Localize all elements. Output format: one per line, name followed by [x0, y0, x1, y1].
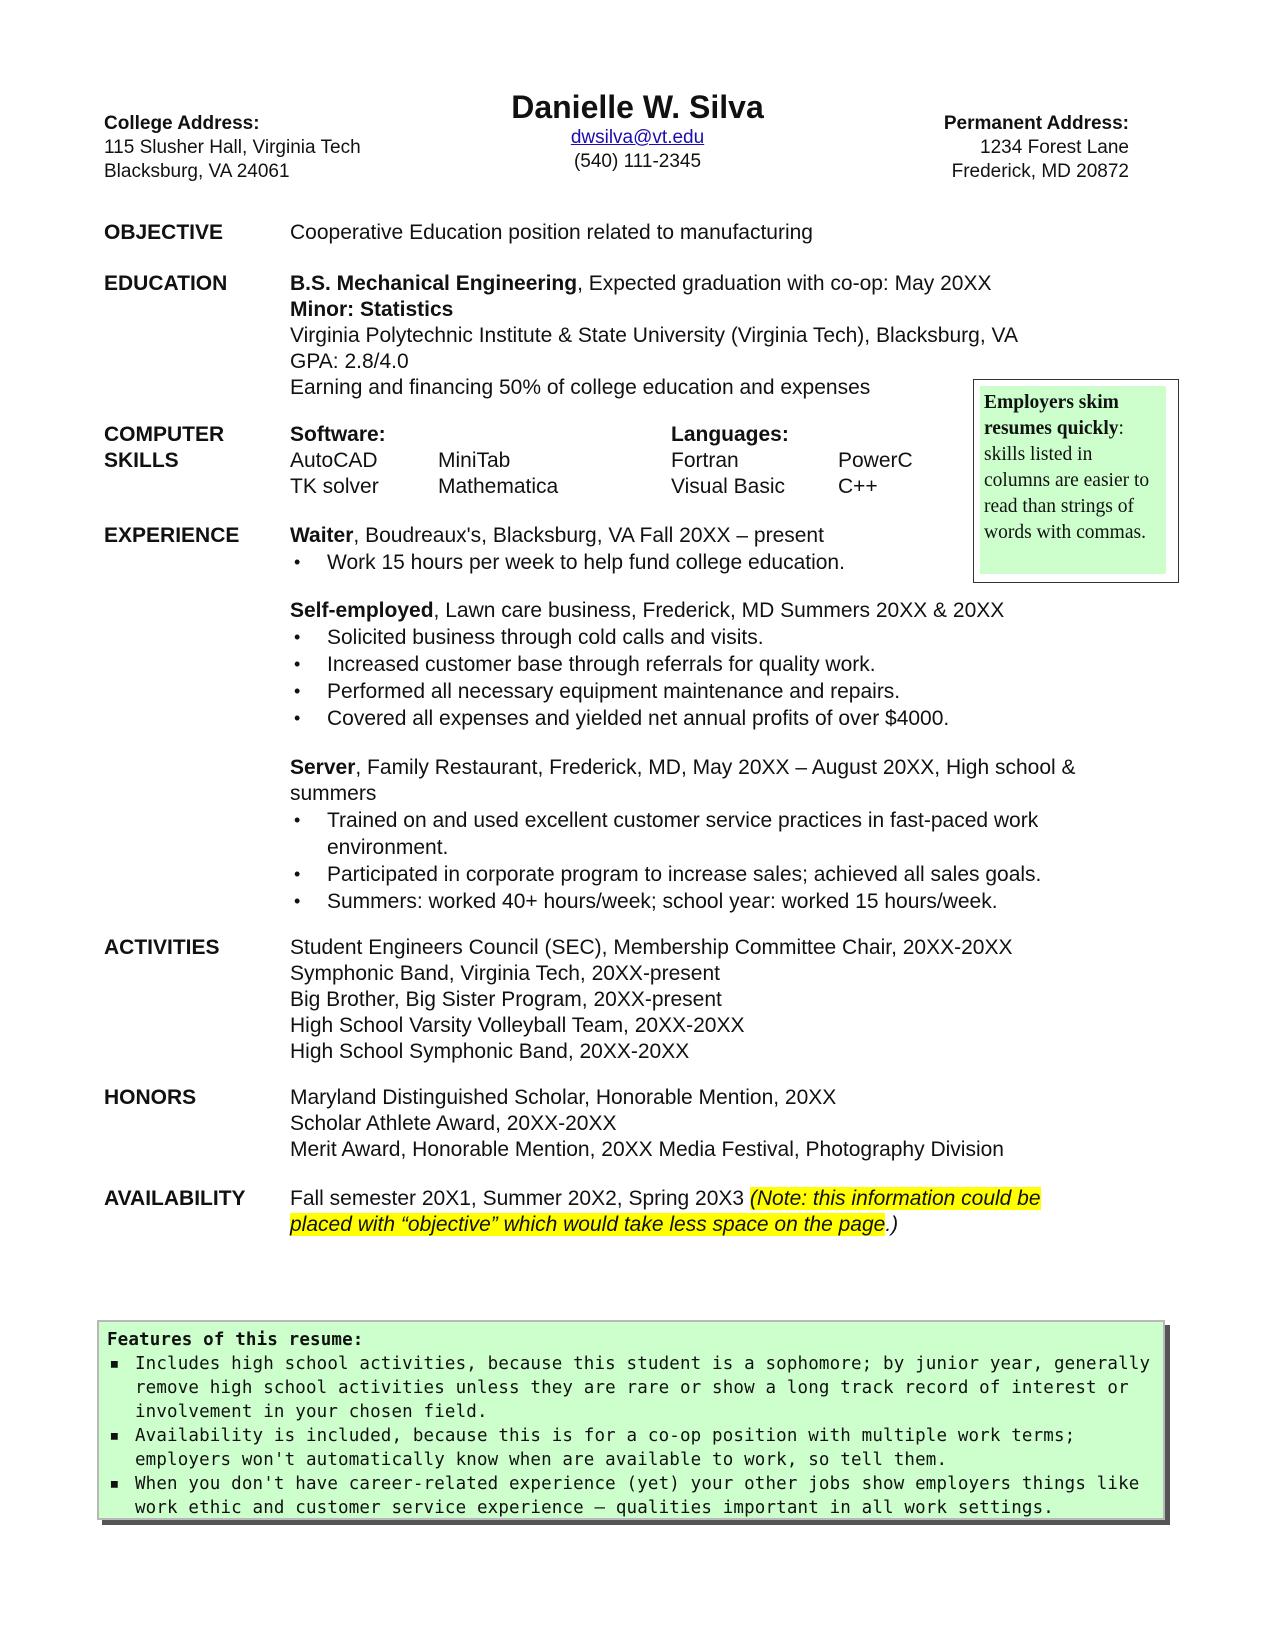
feature-item: ▪ When you don't have career-related experience (yet) your other jobs show employers things like work ethic and customer service experience – qualities important in all work settings.: [107, 1472, 1155, 1520]
job-entry: [290, 755, 1110, 915]
job-bullet: • Work 15 hours per week to help fund college education.: [290, 549, 1120, 576]
job-detail: , Boudreaux's, Blacksburg, VA Fall 20XX – present: [353, 524, 824, 547]
minor: Minor: Statistics: [290, 298, 454, 321]
honor-item: Merit Award, Honorable Mention, 20XX Media Festival, Photography Division: [290, 1138, 1004, 1161]
activities-list: [290, 935, 1120, 1065]
skill-item: AutoCAD: [290, 449, 378, 472]
skill-item: TK solver: [290, 475, 379, 498]
skill-item: Fortran: [671, 449, 739, 472]
skill-item: C++: [838, 475, 878, 498]
job-entry: [290, 523, 1120, 576]
applicant-name: Danielle W. Silva: [511, 89, 764, 125]
job-detail: , Lawn care business, Frederick, MD Summers 20XX & 20XX: [433, 599, 1005, 622]
honor-item: Scholar Athlete Award, 20XX-20XX: [290, 1112, 617, 1135]
job-bullet: • Trained on and used excellent customer service practices in fast-paced work environment.: [290, 807, 1110, 861]
honors-label: HONORS: [104, 1086, 197, 1109]
tip-bold: Employers skim resumes quickly: [984, 392, 1119, 439]
permanent-address-line1: 1234 Forest Lane: [980, 137, 1129, 158]
skills-label-line1: COMPUTER: [104, 423, 225, 446]
activity-item: Symphonic Band, Virginia Tech, 20XX-present: [290, 962, 720, 985]
school: Virginia Polytechnic Institute & State University (Virginia Tech), Blacksburg, VA: [290, 324, 1018, 347]
activities-label: ACTIVITIES: [104, 936, 220, 959]
activity-item: High School Symphonic Band, 20XX-20XX: [290, 1040, 690, 1063]
college-address-line1: 115 Slusher Hall, Virginia Tech: [104, 137, 361, 158]
languages-heading: Languages:: [671, 423, 789, 446]
job-bullet: • Solicited business through cold calls and visits.: [290, 624, 1120, 651]
skills-table: [290, 422, 958, 500]
skill-item: Mathematica: [438, 475, 559, 498]
job-detail: , Family Restaurant, Frederick, MD, May 20XX – August 20XX, High school & summers: [290, 756, 1076, 805]
features-title: Features of this resume:: [107, 1330, 364, 1350]
activity-item: Student Engineers Council (SEC), Membership Committee Chair, 20XX-20XX: [290, 936, 1013, 959]
skill-item: Visual Basic: [671, 475, 786, 498]
tip-colon: :: [1118, 418, 1124, 439]
job-title: Waiter: [290, 524, 354, 547]
tip-rest: skills listed in columns are easier to read than strings of words with commas.: [984, 444, 1150, 543]
activity-item: High School Varsity Volleyball Team, 20XX-20XX: [290, 1014, 745, 1037]
skill-item: MiniTab: [438, 449, 511, 472]
objective-label: OBJECTIVE: [104, 221, 224, 244]
permanent-address-label: Permanent Address:: [943, 113, 1129, 134]
permanent-address: [944, 112, 1129, 184]
availability-terms: Fall semester 20X1, Summer 20X2, Spring 20X3: [290, 1187, 750, 1210]
job-title: Server: [290, 756, 356, 779]
gpa: GPA: 2.8/4.0: [290, 350, 409, 373]
activity-item: Big Brother, Big Sister Program, 20XX-present: [290, 988, 722, 1011]
honors-list: [290, 1085, 1120, 1163]
education-label: EDUCATION: [104, 272, 228, 295]
feature-item: ▪ Availability is included, because this is for a co-op position with multiple work terms; employers won't automatically know when are available to work, so tell them.: [107, 1424, 1155, 1472]
skill-item: PowerC: [838, 449, 913, 472]
skills-label: [104, 422, 224, 474]
job-bullet: • Performed all necessary equipment maintenance and repairs.: [290, 678, 1120, 705]
job-bullet: • Summers: worked 40+ hours/week; school year: worked 15 hours/week.: [290, 888, 1110, 915]
skills-label-line2: SKILLS: [104, 449, 179, 472]
availability-note: (Note: this information could be placed with “objective” which would take less space on the page: [290, 1187, 1041, 1236]
permanent-address-line2: Frederick, MD 20872: [951, 161, 1129, 182]
experience-label: EXPERIENCE: [104, 524, 240, 547]
job-title: Self-employed: [290, 599, 434, 622]
honor-item: Maryland Distinguished Scholar, Honorable Mention, 20XX: [290, 1086, 837, 1109]
degree: B.S. Mechanical Engineering: [290, 272, 578, 295]
job-bullet: • Increased customer base through referrals for quality work.: [290, 651, 1120, 678]
email-link[interactable]: dwsilva@vt.edu: [570, 127, 705, 148]
job-bullet: • Covered all expenses and yielded net annual profits of over $4000.: [290, 705, 1120, 732]
software-heading: Software:: [290, 423, 386, 446]
feature-item: ▪ Includes high school activities, because this student is a sophomore; by junior year, generally remove high school activities unless they are rare or show a long track record of interest or involvement in your chosen field.: [107, 1352, 1155, 1424]
college-address-line2: Blacksburg, VA 24061: [104, 161, 290, 182]
availability-label: AVAILABILITY: [104, 1187, 246, 1210]
financing: Earning and financing 50% of college education and expenses: [290, 376, 871, 399]
availability-text: [290, 1186, 1090, 1238]
objective-text: Cooperative Education position related to manufacturing: [290, 221, 813, 244]
features-box: [97, 1320, 1165, 1520]
job-bullet: • Participated in corporate program to increase sales; achieved all sales goals.: [290, 861, 1110, 888]
phone-number: (540) 111-2345: [573, 151, 702, 172]
availability-note-end: .): [885, 1213, 899, 1236]
college-address-label: College Address:: [104, 113, 260, 134]
job-entry: [290, 598, 1120, 732]
degree-detail: , Expected graduation with co-op: May 20XX: [577, 272, 992, 295]
